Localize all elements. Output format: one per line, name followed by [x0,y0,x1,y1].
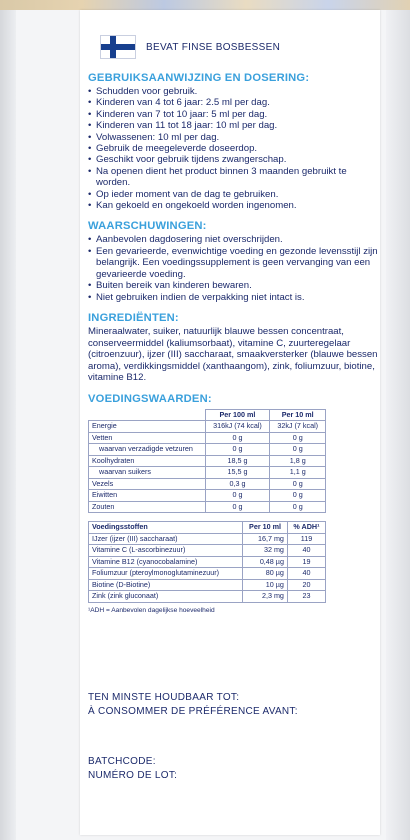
nutrient-cell-amount: 16,7 mg [243,533,288,545]
nutrition-col-header: Per 10 ml [270,409,326,421]
nutrient-row [89,579,326,591]
batchcode-fr: NUMÉRO DE LOT: [88,770,178,781]
usage-heading: GEBRUIKSAANWIJZING EN DOSERING: [88,72,310,84]
nutrient-cell-name: Vitamine C (L-ascorbinezuur) [89,545,243,557]
warning-item: • Buiten bereik van kinderen bewaren. [88,280,378,291]
nutrition-cell-per100: 0,3 g [205,478,270,490]
nutrition-table [88,409,326,514]
nutrition-cell-label: Vetten [89,432,206,444]
nutrient-cell-name: Foliumzuur (pteroylmonoglutaminezuur) [89,568,243,580]
nutrition-cell-per10: 0 g [270,501,326,513]
nutrition-cell-label: Vezels [89,478,206,490]
nutrient-cell-name: Biotine (D-Biotine) [89,579,243,591]
origin-row [100,34,378,60]
nutrient-cell-adh: 19 [287,556,325,568]
nutrient-cell-amount: 32 mg [243,545,288,557]
usage-item: • Kinderen van 7 tot 10 jaar: 5 ml per dag. [88,109,378,120]
warning-item: • Niet gebruiken indien de verpakking niet intact is. [88,292,378,303]
nutrient-row [89,533,326,545]
nutrition-cell-per100: 0 g [205,432,270,444]
usage-item: • Kinderen van 4 tot 6 jaar: 2.5 ml per dag. [88,97,378,108]
nutrients-col-header: Voedingsstoffen [89,522,243,534]
nutrition-cell-per10: 0 g [270,432,326,444]
nutrition-cell-per10: 1,1 g [270,467,326,479]
nutrition-cell-label: waarvan verzadigde vetzuren [89,444,206,456]
box-left-edge [0,0,16,840]
finland-flag-icon [100,35,136,59]
nutrition-cell-per10: 0 g [270,490,326,502]
usage-item: • Geschikt voor gebruik tijdens zwangerschap. [88,154,378,165]
ingredients-text: Mineraalwater, suiker, natuurlijk blauwe bessen concentraat, conserveermiddel (kaliumsorbaat), vitamine C, zuurteregelaar (citroenzuur), ijzer (III) saccharaat, smaakversterker (blauwe bessen aroma), verdikkingsmiddel (xanthaangom), zink, foliumzuur, biotine, vitamine B12. [88,325,378,384]
adh-footnote: ¹ADH = Aanbevolen dagelijkse hoeveelheid [88,606,215,614]
usage-item: • Op ieder moment van de dag te gebruiken. [88,189,378,200]
nutrition-cell-per10: 1,8 g [270,455,326,467]
nutrients-table [88,521,326,603]
nutrients-col-header: Per 10 ml [243,522,288,534]
nutrition-cell-per100: 0 g [205,490,270,502]
nutrition-cell-label: Energie [89,421,206,433]
warnings-list [88,234,378,302]
nutrient-cell-amount: 10 µg [243,579,288,591]
best-before-block [88,692,378,717]
nutrient-cell-adh: 20 [287,579,325,591]
nutrition-cell-per10: 0 g [270,478,326,490]
best-before-fr: À CONSOMMER DE PRÉFÉRENCE AVANT: [88,706,298,717]
nutrient-cell-adh: 23 [287,591,325,603]
warnings-heading: WAARSCHUWINGEN: [88,220,207,233]
nutrition-cell-per100: 316kJ (74 kcal) [205,421,270,433]
nutrition-cell-label: Eiwitten [89,490,206,502]
nutrition-cell-per10: 32kJ (7 kcal) [270,421,326,433]
ingredients-heading: INGREDIËNTEN: [88,311,179,324]
usage-item: • Schudden voor gebruik. [88,86,378,97]
nutrient-cell-name: Vitamine B12 (cyanocobalamine) [89,556,243,568]
nutrition-row [89,467,326,479]
nutrient-cell-name: Zink (zink gluconaat) [89,591,243,603]
nutrient-row [89,556,326,568]
nutrition-row [89,478,326,490]
nutrition-cell-label: waarvan suikers [89,467,206,479]
nutrient-cell-adh: 40 [287,545,325,557]
nutrient-row [89,545,326,557]
usage-item: • Kinderen van 11 tot 18 jaar: 10 ml per dag. [88,120,378,131]
nutrition-cell-per10: 0 g [270,444,326,456]
nutrition-row [89,501,326,513]
nutrition-heading: VOEDINGSWAARDEN: [88,392,212,405]
nutrient-row [89,591,326,603]
nutrition-row [89,432,326,444]
nutrition-row [89,444,326,456]
batch-block [88,756,378,781]
nutrient-row [89,568,326,580]
warning-item: • Een gevarieerde, evenwichtige voeding en gezonde levensstijl zijn belangrijk. Een voedingssupplement is geen vervanging van een gevarieerde voeding. [88,246,378,280]
nutrition-row [89,421,326,433]
nutrient-cell-amount: 2,3 mg [243,591,288,603]
label-content [88,34,378,614]
usage-item: • Volwassenen: 10 ml per dag. [88,132,378,143]
usage-list [88,86,378,211]
best-before-nl: TEN MINSTE HOUDBAAR TOT: [88,692,240,703]
nutrition-cell-per100: 0 g [205,444,270,456]
nutrient-cell-adh: 40 [287,568,325,580]
nutrition-cell-label: Koolhydraten [89,455,206,467]
nutrition-row [89,490,326,502]
nutrition-cell-per100: 0 g [205,501,270,513]
box-top-strip [0,0,410,10]
box-right-edge [386,0,410,840]
nutrient-cell-amount: 0,48 µg [243,556,288,568]
nutrient-cell-name: IJzer (ijzer (III) saccharaat) [89,533,243,545]
nutrient-cell-adh: 119 [287,533,325,545]
nutrients-col-header: % ADH¹ [287,522,325,534]
usage-item: • Kan gekoeld en ongekoeld worden ingenomen. [88,200,378,211]
nutrition-cell-per100: 15,5 g [205,467,270,479]
nutrient-cell-amount: 80 µg [243,568,288,580]
nutrition-cell-per100: 18,5 g [205,455,270,467]
usage-item: • Gebruik de meegeleverde doseerdop. [88,143,378,154]
usage-item: • Na openen dient het product binnen 3 maanden gebruikt te worden. [88,166,378,189]
nutrition-cell-label: Zouten [89,501,206,513]
nutrition-col-header: Per 100 ml [205,409,270,421]
warning-item: • Aanbevolen dagdosering niet overschrijden. [88,234,378,245]
origin-text: BEVAT FINSE BOSBESSEN [146,41,281,53]
batchcode-nl: BATCHCODE: [88,756,156,767]
nutrition-row [89,455,326,467]
